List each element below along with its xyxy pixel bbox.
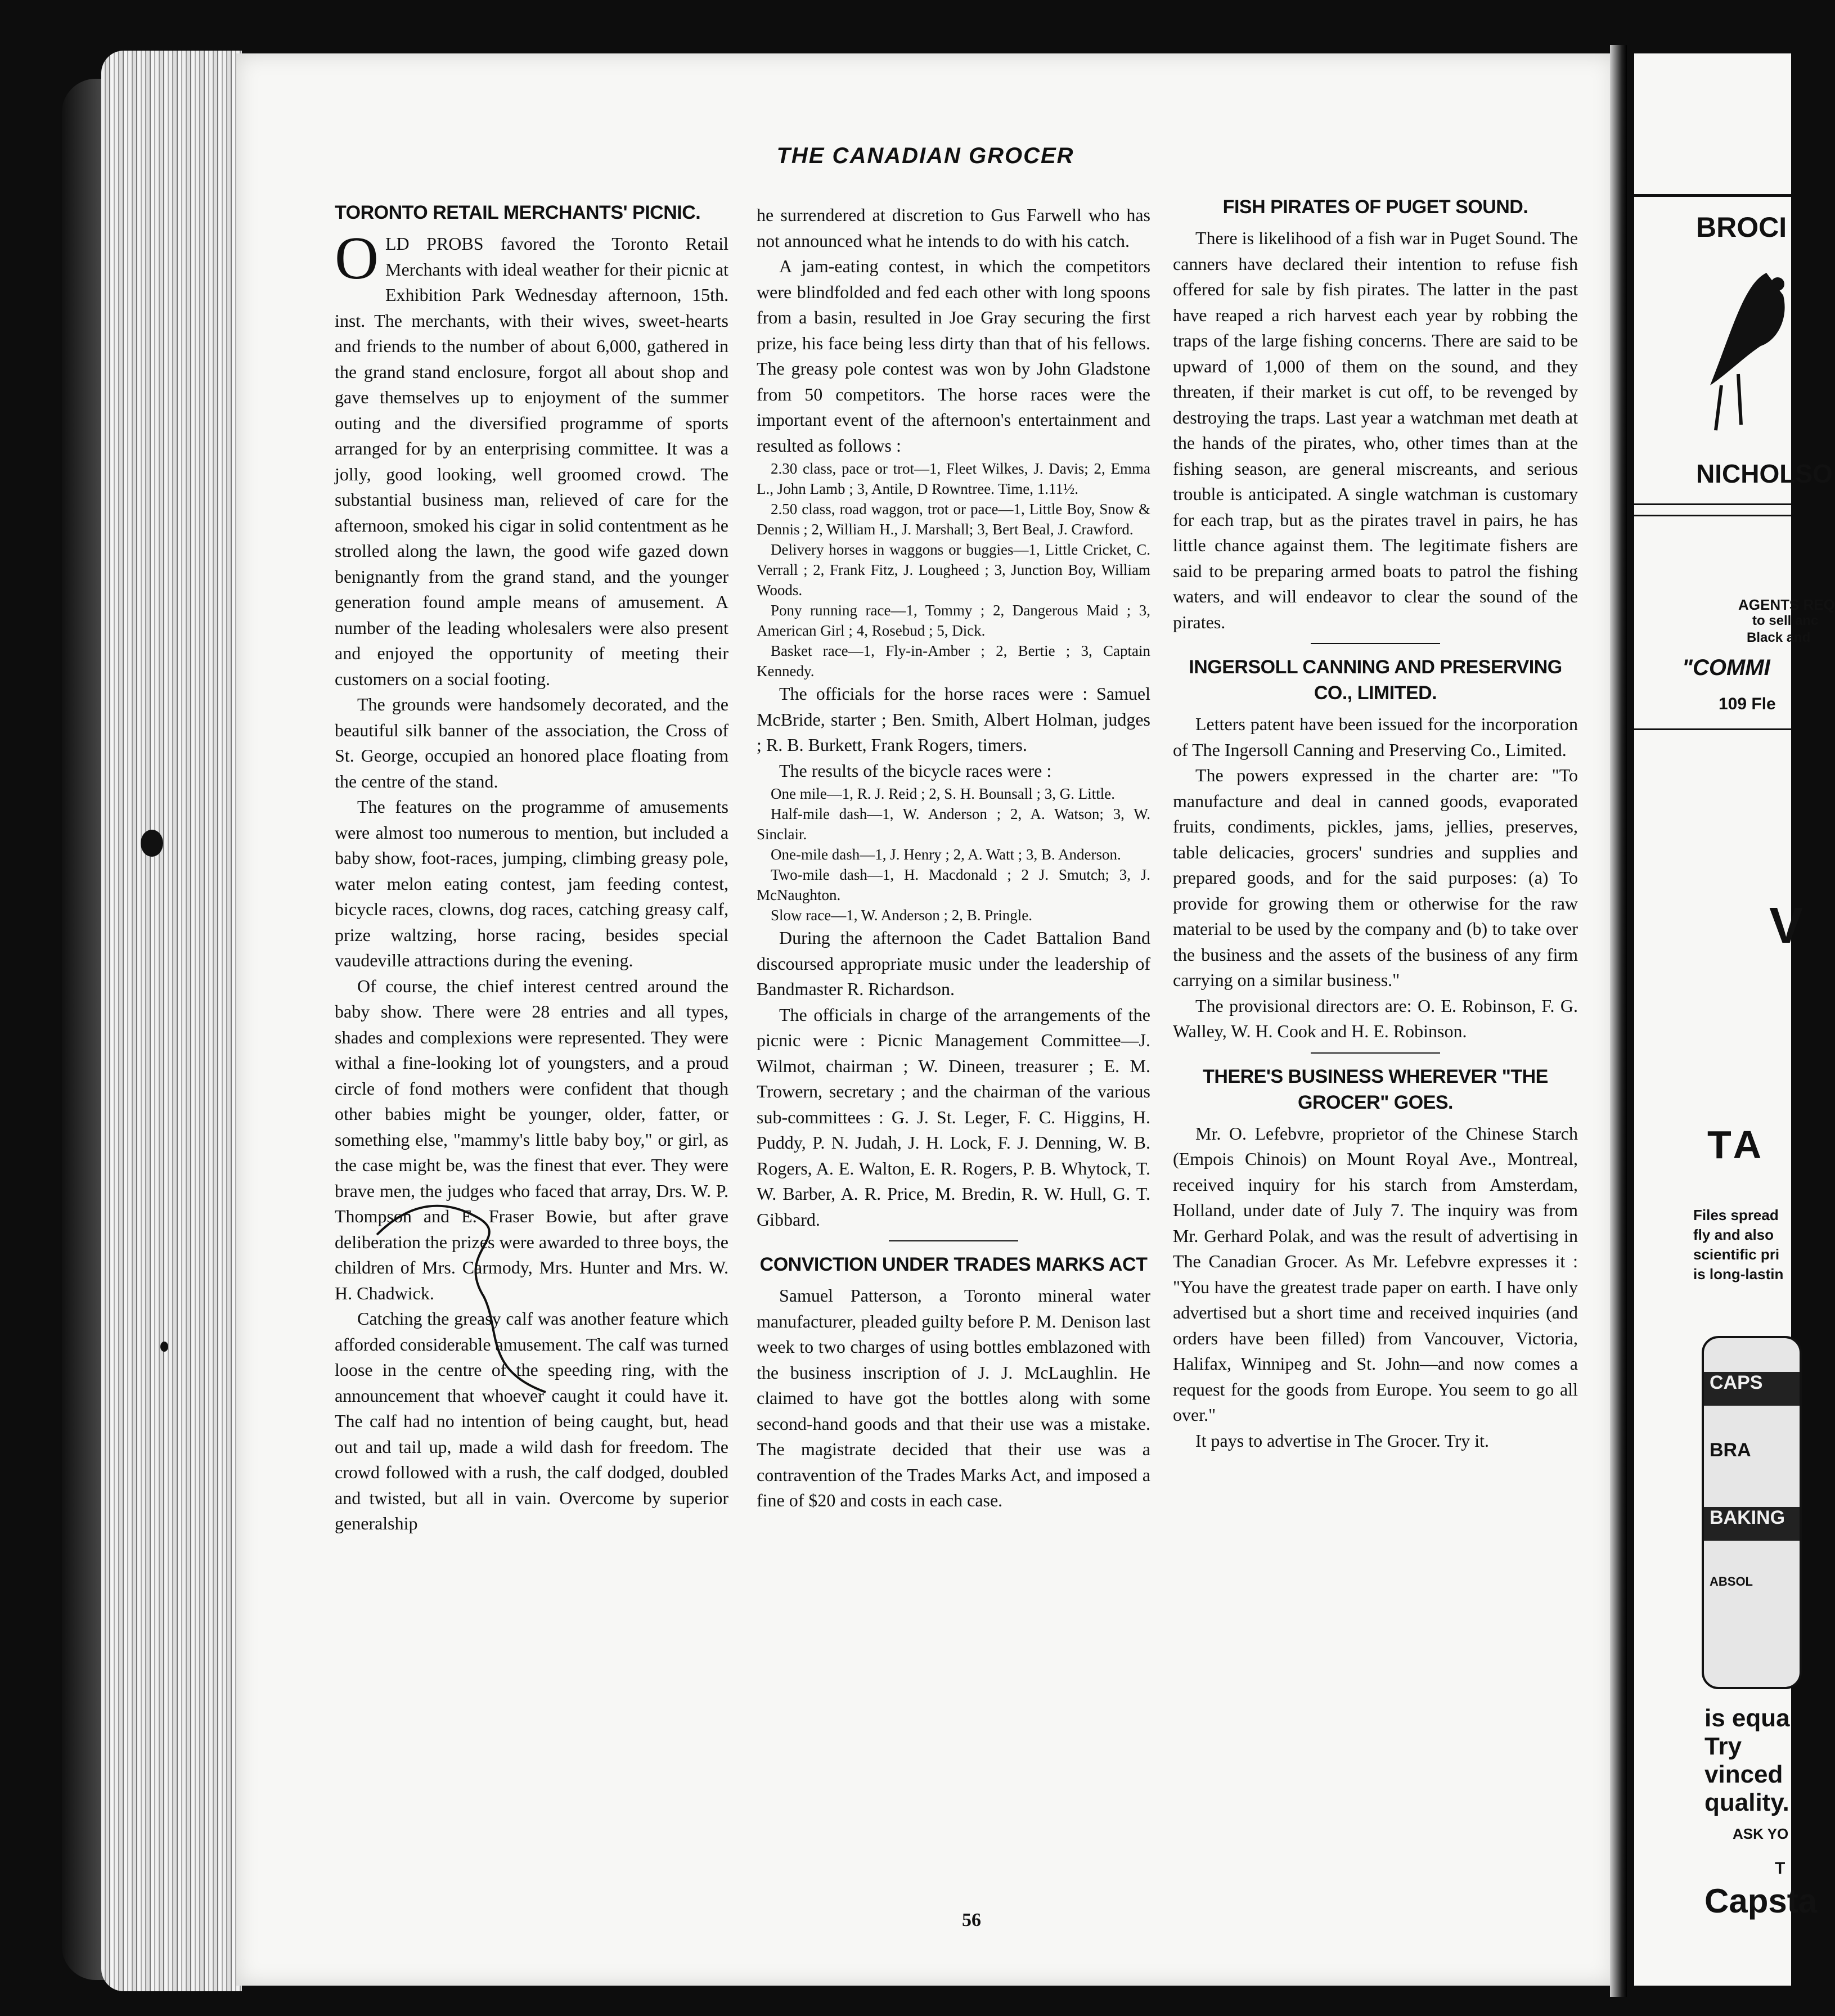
baking-powder-tin: [1702, 1336, 1802, 1689]
running-head: THE CANADIAN GROCER: [776, 143, 1074, 168]
ingersoll-paragraph-1: Letters patent have been issued for the incorporation of The Ingersoll Canning and Preserving Co., Limited.: [1173, 714, 1578, 760]
business-paragraph-1: Mr. O. Lefebvre, proprietor of the Chinese Starch (Empois Chinois) on Mount Royal Ave., Montreal, received inquiry for his starch from Amsterdam, Holland, under date of July 7. The inquiry was from Mr. Gerhard Polak, and was the result of advertising in The Canadian Grocer. As Mr. Lefebvre expresses it : "You have the greatest trade paper on earth. I have only advertised but a short time and received inquiries (and orders have been filled) from Vancouver, Victoria, Halifax, Winnipeg and St. John—and now comes a request for the goods from Europe. You seem to go all over.": [1173, 1123, 1578, 1425]
page-number: 56: [962, 1910, 981, 1930]
ad-border: [1634, 503, 1791, 505]
ad-files-3: scientific pri: [1693, 1246, 1780, 1263]
ad-nicholson: NICHOLSO: [1696, 459, 1833, 488]
section-divider: [889, 1240, 1018, 1241]
article-heading-trades-marks: CONVICTION UNDER TRADES MARKS ACT: [759, 1254, 1148, 1275]
horse-result: Delivery horses in waggons or buggies—1, Little Cricket, C. Verrall ; 2, Frank Fitz, J. Lougheed ; 3, Junction Boy, William Woods.: [757, 541, 1150, 598]
tin-band: [1704, 1507, 1800, 1541]
bicycle-result: One-mile dash—1, J. Henry ; 2, A. Watt ; 3, B. Anderson.: [771, 846, 1121, 863]
tin-label: BAKING: [1710, 1507, 1785, 1528]
ad-files-2: fly and also: [1693, 1226, 1774, 1243]
column-3: [1173, 194, 1578, 1454]
ad-border: [1634, 194, 1791, 197]
ink-scribble: [371, 1184, 568, 1398]
horse-officials: The officials for the horse races were : Samuel McBride, starter ; Ben. Smith, Albert Holman, judges ; R. B. Burkett, Frank Rogers, timers.: [757, 683, 1150, 755]
bird-illustration: [1699, 262, 1789, 436]
picnic-paragraph-1: [335, 225, 728, 692]
ad-address: 109 Fle: [1719, 695, 1776, 713]
ink-stain: [141, 830, 163, 857]
ingersoll-paragraph-2: The powers expressed in the charter are: "To manufacture and deal in canned goods, evaporated fruits, condiments, pickles, jams, jellies, preserves, table delicacies, grocers' sundries and supplies and prepared goods, and for the said purposes: (a) To provide for growing them or otherwise for the raw material to be used by the company and (b) to take over the business and the assets of the business of any firm carrying on a similar business.": [1173, 765, 1578, 990]
picnic-paragraph-3: The features on the programme of amusements were almost too numerous to mention, but included a baby show, foot-races, jumping, climbing greasy pole, water melon eating contest, jam feeding contest, bicycle races, clowns, dog races, catching greasy calf, prize waltzing, horse racing, besides special vaudeville attractions during the evening.: [335, 796, 728, 970]
ad-capstan: Capsta: [1704, 1882, 1818, 1920]
bicycle-result: Half-mile dash—1, W. Anderson ; 2, A. Watson; 3, W. Sinclair.: [757, 806, 1150, 843]
ad-vinced: vinced: [1704, 1761, 1783, 1788]
picnic-paragraph-4: Of course, the chief interest centred around the baby show. There were 28 entries and all types, shades and complexions were represented. They were withal a fine-looking lot of youngsters, and a proud circle of fond mothers were confident that though other babies might be younger, older, fatter, or something else, "mammy's little baby boy," or girl, as the case might be, was the finest that ever. They were brave men, the judges who faced that array, Drs. W. P. Thompson and E. Fraser Bowie, but after grave deliberation the prizes were awarded to three boys, the children of Mrs. Carmody, Mrs. Hunter and Mrs. W. H. Chadwick.: [335, 975, 728, 1303]
ad-files-4: is long-lastin: [1693, 1266, 1784, 1282]
picnic-paragraph-1-text: LD PROBS favored the Toronto Retail Merchants with ideal weather for their picnic at Exhibition Park Wednesday afternoon, 15th. inst. The merchants, with their wives, sweet-hearts and friends to the number of about 6,000, gathered in the grand stand enclosure, forgot all about shop and gave themselves up to enjoyment of the summer outing and the diversified programme of sports arranged for by an enterprising committee. It was a jolly, good looking, well groomed crowd. The substantial business man, relieved of care for the afternoon, smoked his cigar in solid contentment as he strolled along the lawn, the good wife gazed down benignantly from the grand stand, and the younger generation found ample means of amusement. A number of the leading wholesalers were also present and enjoyed the opportunity of meeting their customers on a social footing.: [335, 233, 728, 689]
ad-border: [1634, 728, 1791, 730]
ad-ask: ASK YO: [1733, 1825, 1789, 1842]
section-divider: [1311, 643, 1440, 644]
tin-label: BRA: [1710, 1439, 1751, 1461]
ad-commi: "COMMI: [1682, 655, 1770, 680]
ad-ta: TA: [1707, 1123, 1766, 1167]
fish-pirates-paragraph: There is likelihood of a fish war in Puget Sound. The canners have declared their intention to refuse fish offered for sale by fish pirates. The latter in the past have reaped a rich harvest each year by robbing the traps of the large fishing concerns. There are said to be upward of 1,000 of them on the sound, and they threaten, if their market is cut off, to be revenged by destroying the traps. Last year a watchman met death at the hands of the pirates, who, other times than at the fishing season, are general miscreants, and serious trouble is anticipated. A single watchman is customary for each trap, but as the pirates travel in pairs, he has little chance against them. The legitimate fishers are said to be preparing armed boats to patrol the fishing waters, and will endeavor to clear the sound of the pirates.: [1173, 228, 1578, 632]
ad-brock-title: BROCI: [1696, 212, 1787, 243]
bicycle-intro: The results of the bicycle races were :: [779, 760, 1052, 781]
ad-border: [1634, 515, 1791, 516]
officials-paragraph: The officials in charge of the arrangements of the picnic were : Picnic Management Committee—J. Wilmot, chairman ; W. Dineen, treasurer ; E. M. Trowern, secretary ; and the chairman of the various sub-committees : G. J. St. Leger, F. C. Higgins, H. Puddy, P. N. Judah, J. H. Lock, F. J. Denning, W. B. Rogers, A. E. Walton, E. R. Rogers, P. B. Whytock, T. W. Barber, A. R. Price, M. Bredin, R. W. Hull, G. T. Gibbard.: [757, 1004, 1150, 1230]
picnic-paragraph-7: A jam-eating contest, in which the competitors were blindfolded and fed each other with long spoons from a basin, resulted in Joe Gray securing the first prize, his face being less dirty than that of his fellows. The greasy pole contest was won by John Gladstone from 50 competitors. The horse races were the important event of the afternoon's entertainment and resulted as follows :: [757, 256, 1150, 456]
left-page: [236, 53, 1614, 1986]
book-gutter: [1610, 45, 1627, 1997]
ad-agents-2: to sell anc: [1752, 613, 1819, 628]
horse-result: 2.50 class, road waggon, trot or pace—1, Little Boy, Snow & Dennis ; 2, William H., J. Marshall; 3, Bert Beal, J. Crawford.: [757, 501, 1150, 538]
tin-band: [1704, 1372, 1800, 1406]
tin-label: CAPS: [1710, 1372, 1763, 1393]
horse-result: Basket race—1, Fly-in-Amber ; 2, Bertie ; 3, Captain Kennedy.: [757, 642, 1150, 680]
article-heading-business: THERE'S BUSINESS WHEREVER "THE GROCER" GOES.: [1203, 1065, 1548, 1113]
ad-try: Try: [1704, 1732, 1742, 1760]
drop-cap: O: [335, 225, 379, 292]
ingersoll-paragraph-3: The provisional directors are: O. E. Robinson, F. G. Walley, W. H. Cook and H. E. Robinson.: [1173, 995, 1578, 1041]
ad-equa: is equa: [1704, 1704, 1790, 1732]
article-heading-ingersoll: INGERSOLL CANNING AND PRESERVING CO., LIMITED.: [1189, 656, 1562, 704]
ad-agents-3: Black and: [1747, 630, 1811, 645]
ad-t: T: [1775, 1859, 1785, 1878]
ad-v-letter: V: [1769, 898, 1803, 954]
tin-band: [1704, 1439, 1800, 1473]
ink-stain: [160, 1342, 168, 1352]
bicycle-result: Slow race—1, W. Anderson ; 2, B. Pringle.: [771, 907, 1032, 924]
horse-result: 2.30 class, pace or trot—1, Fleet Wilkes, J. Davis; 2, Emma L., John Lamb ; 3, Antile, D Rowntree. Time, 1.11½.: [757, 460, 1150, 497]
article-heading-picnic: TORONTO RETAIL MERCHANTS' PICNIC.: [335, 202, 701, 223]
bicycle-result: Two-mile dash—1, H. Macdonald ; 2 J. Smutch; 3, J. McNaughton.: [757, 866, 1150, 903]
picnic-paragraph-5: Catching the greasy calf was another feature which afforded considerable amusement. The calf was turned loose in the centre of the speeding ring, with the announcement that whoever caught it could have it. The calf had no intention of being caught, but, head out and tail up, made a wild dash for freedom. The crowd followed with a rush, the calf dodged, doubled and twisted, but all in vain. Overcome by superior generalship: [335, 1308, 728, 1533]
horse-result: Pony running race—1, Tommy ; 2, Dangerous Maid ; 3, American Girl ; 4, Rosebud ; 5, Dick.: [757, 602, 1150, 639]
business-paragraph-2: It pays to advertise in The Grocer. Try it.: [1195, 1430, 1489, 1451]
column-2: [757, 202, 1150, 1514]
right-page-advertisement: [1634, 53, 1835, 1986]
ad-files-1: Files spread: [1693, 1207, 1779, 1223]
ad-agents: AGENTS REQ: [1738, 596, 1835, 613]
trades-marks-paragraph: Samuel Patterson, a Toronto mineral water manufacturer, pleaded guilty before P. M. Denison last week to two charges of using bottles emblazoned with the business inscription of J. J. McLaughlin. He claimed to have got the bottles along with some second-hand goods and that their use was a mistake. The magistrate decided that their use was a contravention of the Trades Marks Act, and imposed a fine of $20 and costs in each case.: [757, 1285, 1150, 1510]
tin-band: [1704, 1574, 1800, 1608]
ad-quality: quality.: [1704, 1789, 1789, 1816]
picnic-paragraph-2: The grounds were handsomely decorated, and the beautiful silk banner of the association, the Cross of St. George, occupied an honored place floating from the centre of the stand.: [335, 694, 728, 791]
article-heading-fish-pirates: FISH PIRATES OF PUGET SOUND.: [1222, 196, 1528, 218]
book-page-stack: [101, 51, 242, 1991]
picnic-paragraph-6: he surrendered at discretion to Gus Farwell who has not announced what he intends to do with his catch.: [757, 205, 1150, 251]
bicycle-result: One mile—1, R. J. Reid ; 2, S. H. Bounsall ; 3, G. Little.: [771, 785, 1115, 802]
tin-label: ABSOL: [1710, 1574, 1753, 1588]
section-divider: [1311, 1052, 1440, 1054]
band-paragraph: During the afternoon the Cadet Battalion Band discoursed appropriate music under the leadership of Bandmaster R. Richardson.: [757, 928, 1150, 999]
